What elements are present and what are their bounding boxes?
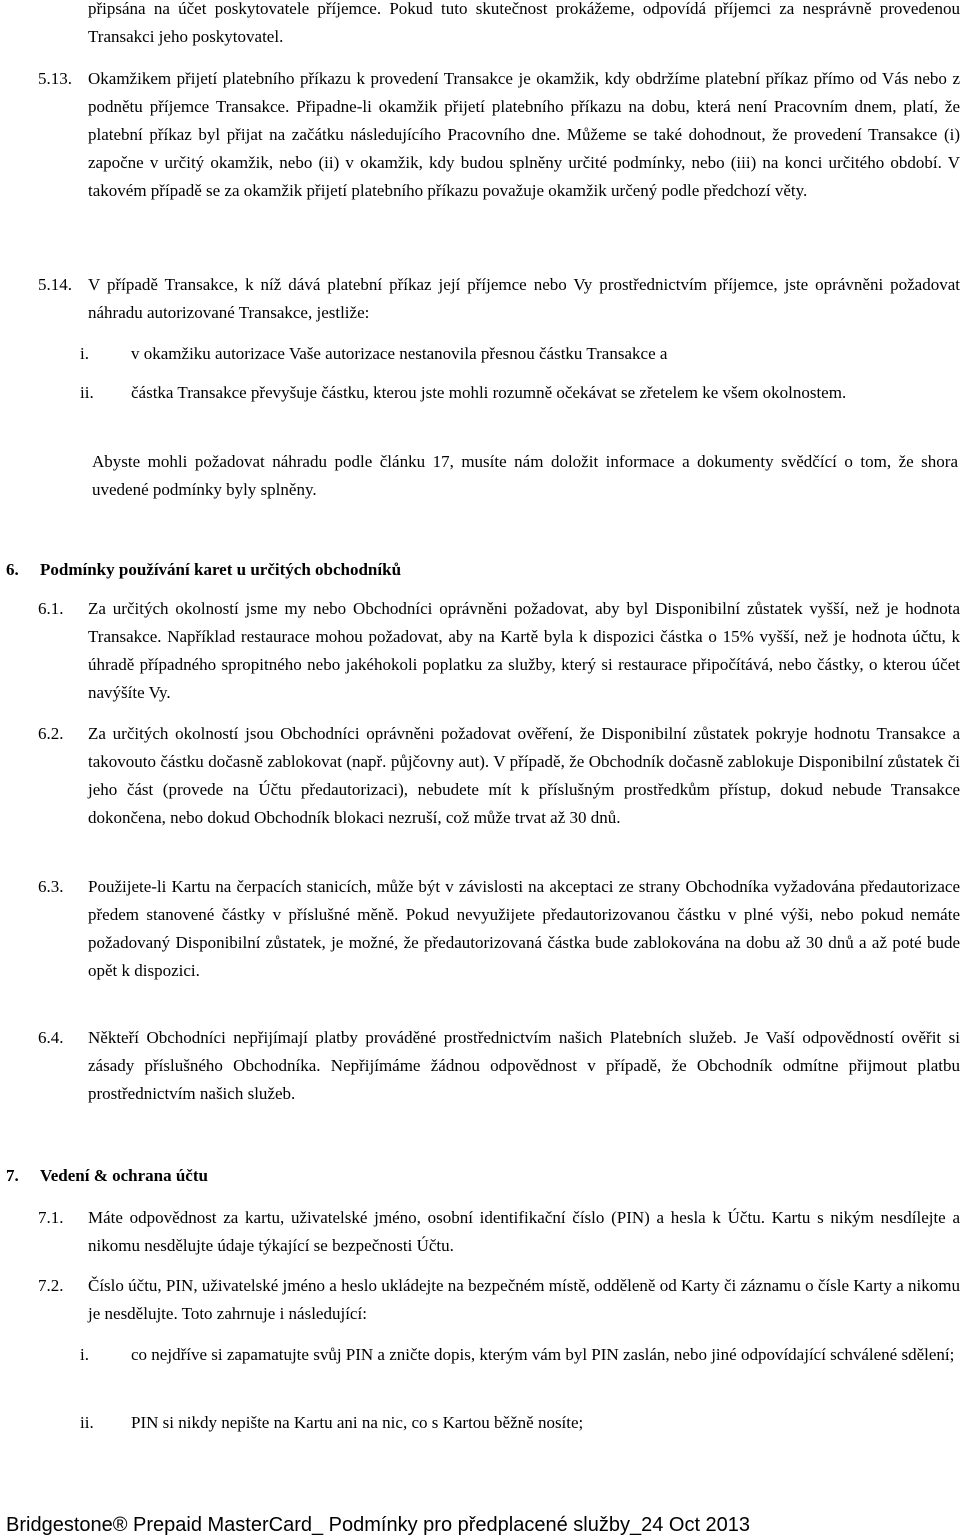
clause-text-6-4: Někteří Obchodníci nepřijímají platby prováděné prostřednictvím našich Platebních služeb. Je Vaší odpovědností ověřit si zásady příslušného Obchodníka. Nepřijímáme žádnou odpovědnost v případě, že Obchodník odmítne přijmout platbu prostřednictvím našich služeb. — [88, 1028, 960, 1103]
clause-text-6-1: Za určitých okolností jsme my nebo Obchodníci oprávněni požadovat, aby byl Disponibilní zůstatek vyšší, než je hodnota Transakce. Například restaurace mohou požadovat, aby na Kartě byla k dispozici částka o 15% vyšší, než je hodnota účtu, k úhradě případného spropitného nebo jakéhokoli poplatku za služby, který si restaurace připočítává, nebo částky, o kterou účet navýšíte Vy. — [88, 599, 960, 702]
clause-number-5-14: 5.14. — [38, 275, 72, 294]
clause-text-7-2: Číslo účtu, PIN, uživatelské jméno a heslo ukládejte na bezpečném místě, odděleně od Karty či záznamu o čísle Karty a nikomu je nesdělujte. Toto zahrnuje i následující: — [88, 1276, 960, 1323]
clause-number-6-3: 6.3. — [38, 877, 64, 896]
clause-text-7-1: Máte odpovědnost za kartu, uživatelské jméno, osobní identifikační číslo (PIN) a hesla k Účtu. Kartu s nikým nesdílejte a nikomu nesdělujte údaje týkající se bezpečnosti Účtu. — [88, 1208, 960, 1255]
section-7-heading: Vedení & ochrana účtu — [40, 1166, 208, 1185]
list-item-text: PIN si nikdy nepište na Kartu ani na nic, co s Kartou běžně nosíte; — [131, 1413, 584, 1432]
list-item-number: ii. — [80, 383, 94, 402]
section-6-number: 6. — [6, 560, 19, 579]
clause-number-6-1: 6.1. — [38, 599, 64, 618]
clause-number-7-2: 7.2. — [38, 1276, 64, 1295]
list-item-text: v okamžiku autorizace Vaše autorizace nestanovila přesnou částku Transakce a — [131, 344, 668, 363]
clause-text-6-3: Použijete-li Kartu na čerpacích stanicích, může být v závislosti na akceptaci ze strany Obchodníka vyžadována předautorizace předem stanovené částky v příslušné měně. Pokud nevyužijete předautorizovanou částku v plné výši, nebo pokud nemáte požadovaný Disponibilní zůstatek, je možné, že předautorizovaná částka bude zablokována na dobu až 30 dnů a až poté bude opět k dispozici. — [88, 877, 960, 980]
list-item-text: částka Transakce převyšuje částku, kterou jste mohli rozumně očekávat se zřetelem ke všem okolnostem. — [131, 383, 847, 402]
list-item-number: ii. — [80, 1413, 94, 1432]
clause-number-5-13: 5.13. — [38, 69, 72, 88]
list-item-number: i. — [80, 1345, 89, 1364]
clause-text-5-14: V případě Transakce, k níž dává platební příkaz její příjemce nebo Vy prostřednictvím příjemce, jste oprávněni požadovat náhradu autorizované Transakce, jestliže: — [88, 275, 960, 322]
list-item-text: co nejdříve si zapamatujte svůj PIN a zničte dopis, kterým vám byl PIN zaslán, nebo jiné odpovídající schválené sdělení; — [131, 1345, 955, 1364]
clause-number-6-2: 6.2. — [38, 724, 64, 743]
list-item-number: i. — [80, 344, 89, 363]
clause-text-5-13: Okamžikem přijetí platebního příkazu k provedení Transakce je okamžik, kdy obdržíme platební příkaz přímo od Vás nebo z podnětu příjemce Transakce. Připadne-li okamžik přijetí platebního příkazu na dobu, která není Pracovním dnem, platí, že platební příkaz byl přijat na začátku následujícího Pracovního dne. Můžeme se také dohodnout, že provedení Transakce (i) započne v určitý okamžik, nebo (ii) v okamžik, kdy budou splněny určité podmínky, nebo (iii) na konci určitého období. V takovém případě se za okamžik přijetí platebního příkazu považuje okamžik určený podle předchozí věty. — [88, 69, 960, 200]
section-7-number: 7. — [6, 1166, 19, 1185]
section-6-heading: Podmínky používání karet u určitých obchodníků — [40, 560, 402, 579]
clause-text-6-2: Za určitých okolností jsou Obchodníci oprávněni požadovat ověření, že Disponibilní zůstatek pokryje hodnotu Transakce a takovouto částku dočasně zablokovat (např. půjčovny aut). V případě, že Obchodník dočasně zablokuje Disponibilní zůstatek či jeho část (provede na Účtu předautorizaci), nebudete mít k příslušným prostředkům přístup, dokud nebude Transakce dokončena, nebo dokud Obchodník blokaci nezruší, což může trvat až 30 dnů. — [88, 724, 960, 827]
paragraph-5-14-followup: Abyste mohli požadovat náhradu podle článku 17, musíte nám doložit informace a dokumenty svědčící o tom, že shora uvedené podmínky byly splněny. — [92, 452, 958, 499]
clause-number-7-1: 7.1. — [38, 1208, 64, 1227]
clause-number-6-4: 6.4. — [38, 1028, 64, 1047]
paragraph-5-12-continuation: připsána na účet poskytovatele příjemce. Pokud tuto skutečnost prokážeme, odpovídá příjemci za nesprávně provedenou Transakci jeho poskytovatel. — [88, 0, 960, 46]
page-footer: Bridgestone® Prepaid MasterCard_ Podmínky pro předplacené služby_24 Oct 2013 — [6, 1514, 751, 1536]
